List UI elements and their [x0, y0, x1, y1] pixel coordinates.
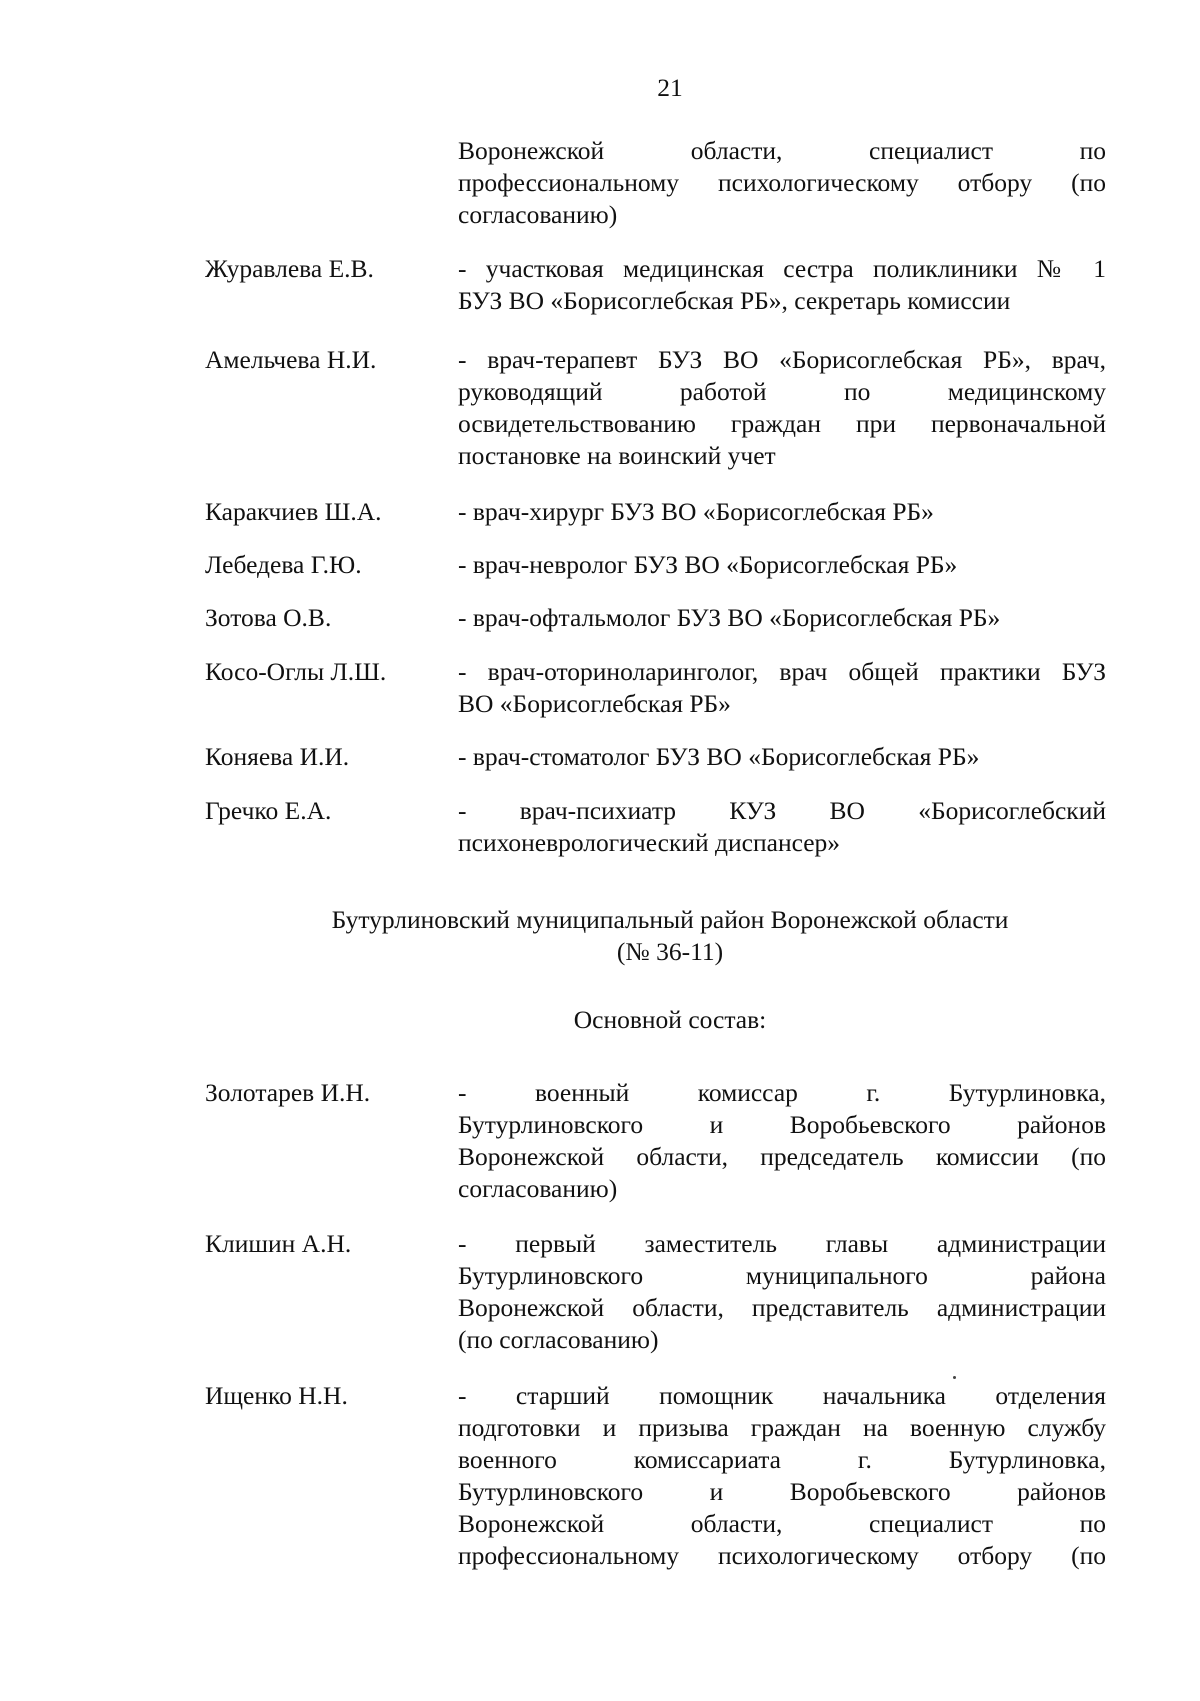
role-line: - врач-оториноларинголог, врач общей практики БУЗ [458, 657, 1106, 686]
member-role [458, 795, 1106, 859]
role-line: БУЗ ВО «Борисоглебская РБ», секретарь комиссии [458, 286, 1011, 315]
continuation-role [458, 135, 1106, 231]
member-name: Амельчева Н.И. [205, 345, 377, 374]
role-line: Бутурлиновского и Воробьевского районов [458, 1110, 1106, 1139]
section-title: Бутурлиновский муниципальный район Воронежской области [331, 905, 1009, 934]
member-name: Клишин А.Н. [205, 1229, 352, 1258]
role-line: постановке на воинский учет [458, 441, 776, 470]
role-line: Воронежской области, председатель комиссии (по [458, 1142, 1106, 1171]
role-line: согласованию) [458, 1174, 618, 1203]
member-role [458, 1380, 1106, 1572]
role-line: Воронежской области, специалист по [458, 1509, 1106, 1538]
member-name: Коняева И.И. [205, 742, 350, 771]
role-line: - врач-стоматолог БУЗ ВО «Борисоглебская РБ» [458, 742, 980, 771]
member-name: Ищенко Н.Н. [205, 1381, 348, 1410]
role-line: психоневрологический диспансер» [458, 828, 841, 857]
role-line: Воронежской области, специалист по [458, 136, 1106, 165]
section-subtitle: Основной состав: [573, 1005, 767, 1034]
member-name: Лебедева Г.Ю. [205, 550, 362, 579]
role-line: (по согласованию) [458, 1325, 659, 1354]
role-line: - участковая медицинская сестра поликлиники № 1 [458, 254, 1106, 283]
member-name: Косо-Оглы Л.Ш. [205, 657, 387, 686]
member-role [458, 602, 1106, 634]
scan-speck [953, 1376, 956, 1379]
role-line: Бутурлиновского муниципального района [458, 1261, 1106, 1290]
role-line: профессиональному психологическому отбору (по [458, 1541, 1106, 1570]
member-role [458, 1228, 1106, 1356]
role-line: - военный комиссар г. Бутурлиновка, [458, 1078, 1106, 1107]
member-role [458, 1077, 1106, 1205]
member-role [458, 344, 1106, 472]
role-line: - врач-хирург БУЗ ВО «Борисоглебская РБ» [458, 497, 934, 526]
role-line: освидетельствованию граждан при первоначальной [458, 409, 1106, 438]
role-line: - врач-офтальмолог БУЗ ВО «Борисоглебская РБ» [458, 603, 1001, 632]
member-name: Каракчиев Ш.А. [205, 497, 382, 526]
role-line: - врач-терапевт БУЗ ВО «Борисоглебская РБ», врач, [458, 345, 1106, 374]
role-line: руководящий работой по медицинскому [458, 377, 1106, 406]
role-line: - врач-психиатр КУЗ ВО «Борисоглебский [458, 796, 1106, 825]
role-line: согласованию) [458, 200, 618, 229]
member-name: Зотова О.В. [205, 603, 332, 632]
role-line: Бутурлиновского и Воробьевского районов [458, 1477, 1106, 1506]
role-line: - первый заместитель главы администрации [458, 1229, 1106, 1258]
member-role [458, 549, 1106, 581]
role-line: военного комиссариата г. Бутурлиновка, [458, 1445, 1106, 1474]
member-name: Журавлева Е.В. [205, 254, 374, 283]
role-line: - врач-невролог БУЗ ВО «Борисоглебская РБ» [458, 550, 958, 579]
section-number: (№ 36-11) [616, 937, 724, 966]
page-number: 21 [657, 73, 683, 102]
role-line: ВО «Борисоглебская РБ» [458, 689, 731, 718]
role-line: - старший помощник начальника отделения [458, 1381, 1106, 1410]
member-name: Гречко Е.А. [205, 796, 332, 825]
member-name: Золотарев И.Н. [205, 1078, 371, 1107]
member-role [458, 496, 1106, 528]
role-line: профессиональному психологическому отбору (по [458, 168, 1106, 197]
role-line: Воронежской области, представитель администрации [458, 1293, 1106, 1322]
member-role [458, 253, 1106, 317]
role-line: подготовки и призыва граждан на военную службу [458, 1413, 1106, 1442]
member-role [458, 656, 1106, 720]
member-role [458, 741, 1106, 773]
